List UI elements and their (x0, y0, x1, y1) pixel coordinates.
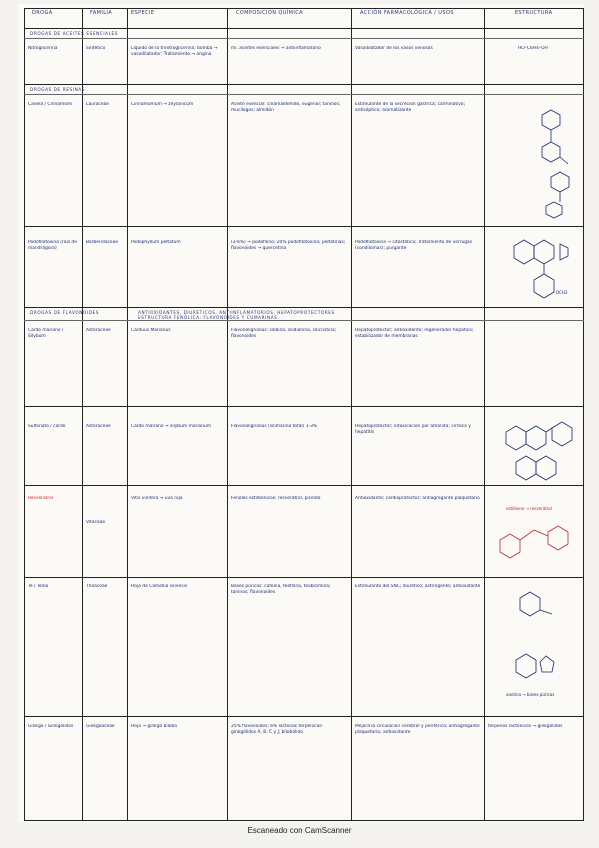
row-accion: Estimulante del SNC; diurético; astringente; antioxidante (355, 584, 481, 589)
grid-line (227, 8, 228, 820)
grid-line (24, 320, 584, 321)
row-familia: Lauraceae (86, 102, 109, 107)
row-droga: Resveratrol (28, 496, 53, 501)
row-droga: Cardo mariano / Silybum (28, 328, 64, 339)
row-familia: Asteraceae (86, 328, 111, 333)
row-accion: Mejora la circulación cerebral y periférica; antiagregante plaquetario; antioxidante (355, 724, 480, 735)
row-estructura: HO–C6H4–OH (518, 46, 548, 51)
grid-line (24, 28, 584, 29)
row-droga: Nitroglicerina (28, 46, 58, 51)
row-accion: Podofilotoxina → citostático; Tratamiento de verrugas (condilomas); purgante (355, 240, 473, 251)
row-familia: Ginkgoaceae (86, 724, 115, 729)
row-especie: Hoja → ginkgo biloba (131, 724, 177, 729)
grid-line (24, 406, 584, 407)
row-droga: Canela / Cinnamomi (28, 102, 73, 107)
row-especie: Cardo mariano → silybum marianum (131, 424, 212, 429)
row-composicion: mi. aceites esenciales → antiinflamatorio (231, 46, 321, 51)
row-composicion: Flavonolignanos: silibina, silidianina, silicristina; flavonoides (231, 328, 337, 339)
header-accion: ACCIÓN FARMACOLÓGICA / USOS (360, 10, 454, 16)
grid-line (24, 716, 584, 717)
row-familia: Theaceae (86, 584, 108, 589)
row-familia: Sintético (86, 46, 106, 51)
row-accion: Vasodilatador de los vasos venosos (355, 46, 433, 51)
row-familia: Berberidaceae (86, 240, 119, 245)
grid-line (82, 8, 83, 820)
grid-line (24, 94, 584, 95)
row-accion: Hepatoprotector; antioxidante; regenerador hepático; estabilizador de membranas (355, 328, 474, 339)
row-accion: Estimulante de la secreción gástrica; carminativo; antiséptico; aromatizante (355, 102, 466, 113)
grid-line (24, 8, 584, 9)
grid-line (583, 8, 584, 820)
grid-line (484, 8, 485, 820)
header-droga: DROGA (32, 10, 53, 16)
section-note: ANTIOXIDANTES, DIURÉTICOS, ANTIINFLAMATORIOS, HEPATOPROTECTORES (138, 310, 335, 315)
row-especie: Carduus Marianus (131, 328, 171, 333)
scanner-watermark: Escaneado con CamScanner (247, 826, 352, 835)
row-especie: Vitis vinifera → uva roja (131, 496, 183, 501)
grid-line (127, 8, 128, 820)
section-label: DROGAS DE ACEITES ESENCIALES (30, 31, 119, 36)
row-droga: Ginkgo / Ginkgólidos (28, 724, 74, 729)
grid-line (24, 84, 584, 85)
grid-line (24, 820, 584, 821)
row-droga: Sulfonato / cardo (28, 424, 66, 429)
grid-line (24, 226, 584, 227)
structure-label: OCH3 (556, 290, 568, 295)
section-label: DROGAS DE FLAVONOIDES (30, 310, 100, 315)
row-composicion: Fenoles estilbénicos: resveratrol, piceído (231, 496, 321, 501)
header-estructura: ESTRUCTURA (515, 10, 553, 16)
molecule-structure (496, 584, 580, 712)
row-droga: Podofilotoxina (raíz de mandrágora) (28, 240, 77, 251)
header-composicion: COMPOSICIÓN QUÍMICA (236, 10, 303, 16)
row-composicion: (2-6%) → podofilino; 20% podofilotoxina; peltatinas; flavonoides → quercetina (231, 240, 346, 251)
grid-line (351, 8, 352, 820)
header-especie: ESPECIE (131, 10, 155, 16)
row-familia: Vitaceae (86, 520, 106, 525)
row-estructura: terpenos lactónicos → ginkgólidos (488, 724, 563, 729)
molecule-structure (524, 100, 578, 222)
row-accion: Hepatoprotector; intoxicación por amanita; cirrosis y hepatitis (355, 424, 471, 435)
row-especie: Líquido de la trinitroglicerina; bomba → vasodilatador; Tratamiento → angina (131, 46, 218, 57)
section-note: ESTRUCTURA FENÓLICA: FLAVONOIDES Y CUMARINAS (138, 315, 278, 320)
molecule-structure (502, 412, 580, 482)
scanned-sheet (18, 4, 584, 822)
grid-line (24, 485, 584, 486)
header-familia: FAMILIA (90, 10, 113, 16)
grid-line (24, 307, 584, 308)
row-accion: Antioxidante; cardioprotector; antiagregante plaquetario (355, 496, 480, 501)
grid-line (24, 38, 584, 39)
grid-line (24, 577, 584, 578)
row-especie: Cinnamomum → zeylanicum (131, 102, 194, 107)
row-composicion: Flavonolignanos (silimarina total) 1-3% (231, 424, 318, 429)
row-composicion: Aceite esencial: cinamaldehído, eugenol; taninos; mucílagos; almidón (231, 102, 341, 113)
row-familia: Asteraceae (86, 424, 111, 429)
section-label: DROGAS DE RESINAS (30, 87, 86, 92)
row-droga: Té / Teína (28, 584, 49, 589)
grid-line (24, 8, 25, 820)
molecule-structure (496, 500, 580, 570)
row-composicion: 25% flavonoides; 6% lactonas terpénicas: ginkgólidos A, B, C y J; bilobálido (231, 724, 324, 735)
row-especie: Podophyllum peltatum (131, 240, 181, 245)
row-especie: Hoja de Camellia sinensis (131, 584, 188, 589)
row-composicion: Bases púricas: cafeína, teofilina, teobromina; taninos; flavonoides (231, 584, 331, 595)
structure-label: xantina → bases púricas (506, 692, 555, 697)
molecule-structure (504, 232, 580, 304)
structure-label: estilbeno → resveratrol (506, 506, 552, 511)
